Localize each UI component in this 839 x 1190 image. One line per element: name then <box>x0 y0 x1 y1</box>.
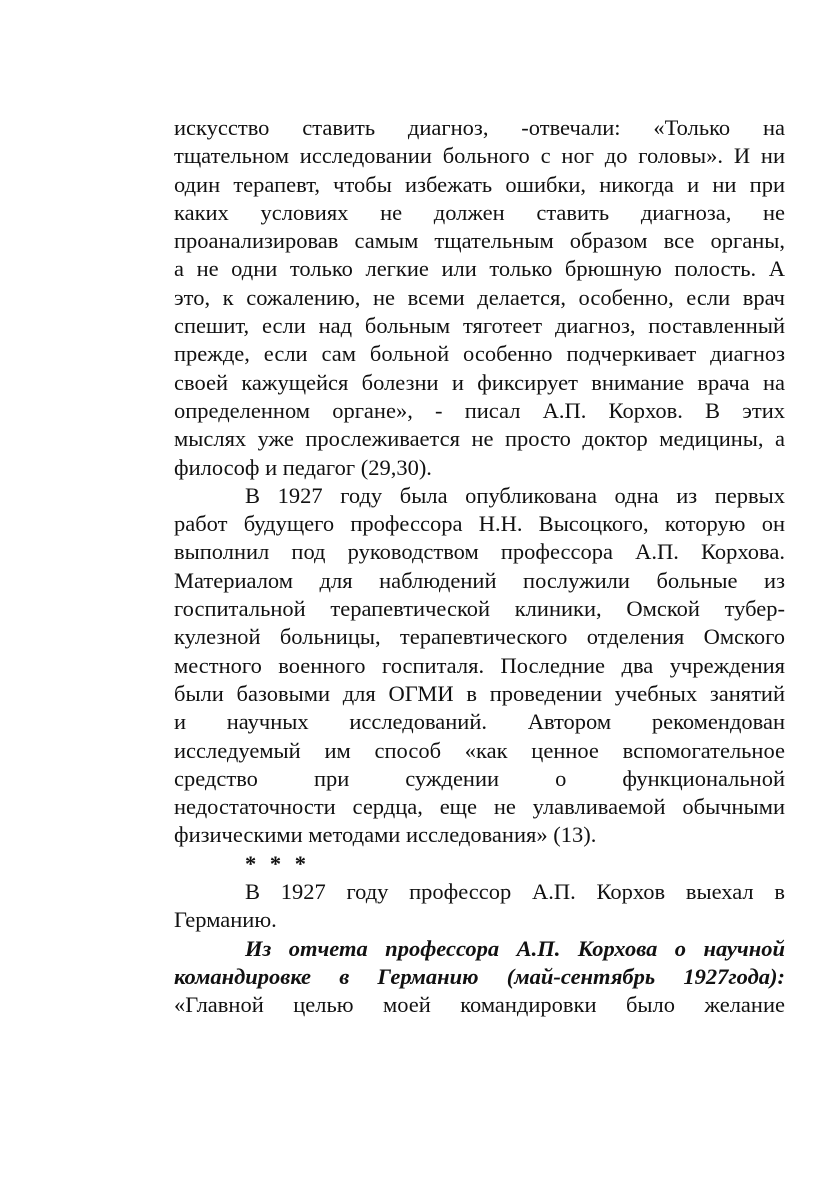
document-page <box>174 114 785 1020</box>
text-line: это, к сожалению, не всеми делается, особенно, если врач <box>174 284 785 310</box>
text-line: работ будущего профессора Н.Н. Высоцкого, которую он <box>174 511 785 537</box>
paragraph-vysotsky-work <box>174 482 785 850</box>
text-line: каких условиях не должен ставить диагноза, не <box>174 199 785 225</box>
text-line: госпитальной терапевтической клиники, Омской тубер- <box>174 596 785 622</box>
text-line: выполнил под руководством профессора А.П. Корхова. <box>174 539 785 565</box>
text-line: Материалом для наблюдений послужили больные из <box>174 567 785 593</box>
text-line: средство при суждении о функциональной <box>174 765 785 791</box>
text-line: В 1927 году профессор А.П. Корхов выехал в <box>245 879 785 905</box>
text-line: прежде, если сам больной особенно подчеркивает диагноз <box>174 341 785 367</box>
text-line: Германию. <box>174 907 277 933</box>
section-separator: * * * <box>245 850 310 876</box>
text-line: физическими методами исследования» (13). <box>174 822 597 848</box>
report-heading-line: командировке в Германию (май-сентябрь 1927года): <box>174 963 785 989</box>
paragraph-report-excerpt <box>174 935 785 1020</box>
text-line: проанализировав самым тщательным образом все органы, <box>174 228 785 254</box>
text-line: тщательном исследовании больного с ног до головы». И ни <box>174 143 785 169</box>
text-line: мыслях уже прослеживается не просто доктор медицины, а <box>174 426 785 452</box>
text-line: «Главной целью моей командировки было желание <box>174 992 785 1018</box>
text-line: и научных исследований. Автором рекомендован <box>174 709 785 735</box>
paragraph-diagnosis-quote <box>174 114 785 482</box>
report-heading-line: Из отчета профессора А.П. Корхова о научной <box>245 935 785 961</box>
text-line: были базовыми для ОГМИ в проведении учебных занятий <box>174 680 785 706</box>
text-line: недостаточности сердца, еще не улавливаемой обычными <box>174 794 785 820</box>
text-line: один терапевт, чтобы избежать ошибки, никогда и ни при <box>174 171 785 197</box>
text-line: а не одни только легкие или только брюшную полость. А <box>174 256 785 282</box>
text-line: В 1927 году была опубликована одна из первых <box>245 482 785 508</box>
text-line: исследуемый им способ «как ценное вспомогательное <box>174 737 785 763</box>
text-line: своей кажущейся болезни и фиксирует внимание врача на <box>174 369 785 395</box>
paragraph-germany-trip <box>174 878 785 935</box>
text-line: философ и педагог (29,30). <box>174 454 432 480</box>
text-line: определенном органе», - писал А.П. Корхов. В этих <box>174 397 785 423</box>
text-line: искусство ставить диагноз, -отвечали: «Только на <box>174 115 785 140</box>
text-line: местного военного госпиталя. Последние два учреждения <box>174 652 785 678</box>
text-line: кулезной больницы, терапевтического отделения Омского <box>174 624 785 650</box>
text-line: спешит, если над больным тяготеет диагноз, поставленный <box>174 313 785 339</box>
